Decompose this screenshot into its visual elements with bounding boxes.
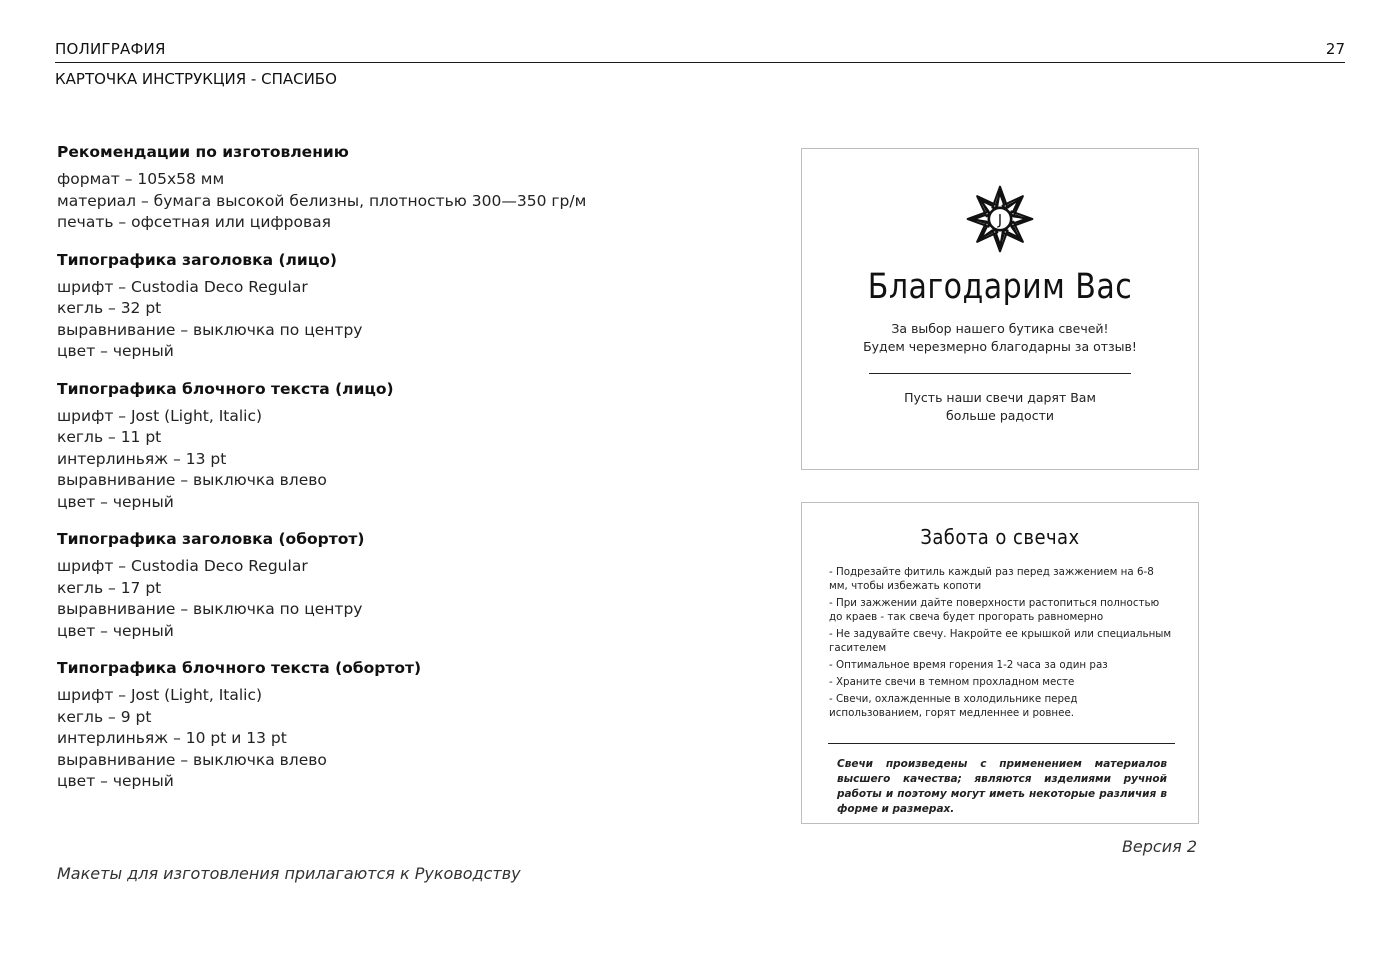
candle-care-list (829, 565, 1172, 723)
version-label: Версия 2 (1121, 837, 1197, 856)
card-front-line: Будем черезмерно благодарны за отзыв! (863, 339, 1137, 354)
spec-line: цвет – черный (57, 342, 174, 360)
header-divider (55, 62, 1345, 63)
spec-line: шрифт – Jost (Light, Italic) (57, 406, 263, 425)
spec-block (57, 380, 757, 514)
spec-title: Типографика заголовка (обортот) (57, 530, 365, 548)
spec-line: выравнивание – выключка по центру (57, 320, 363, 339)
spec-line: кегль – 32 pt (57, 299, 162, 317)
spec-block (57, 251, 757, 363)
logo-letter: J (997, 212, 1003, 229)
card-front-line: больше радости (946, 408, 1054, 423)
spec-line: цвет – черный (57, 492, 174, 511)
spec-line: кегль – 9 pt (57, 707, 152, 726)
spec-line: цвет – черный (57, 621, 174, 640)
spec-line: цвет – черный (57, 772, 174, 790)
spec-title: Типографика блочного текста (лицо) (57, 379, 394, 398)
spec-line: выравнивание – выключка влево (57, 471, 327, 489)
specifications (57, 143, 757, 810)
candle-care-item: - Подрезайте фитиль каждый раз перед зажжением на 6-8 мм, чтобы избежать копоти (829, 566, 1154, 592)
page-subtitle: КАРТОЧКА ИНСТРУКЦИЯ - СПАСИБО (55, 70, 337, 88)
card-front-line: За выбор нашего бутика свечей! (891, 321, 1109, 336)
card-front-title: Благодарим Вас (867, 267, 1133, 307)
spec-line: формат – 105х58 мм (57, 170, 225, 188)
section-title: ПОЛИГРАФИЯ (55, 40, 166, 58)
spec-line: кегль – 17 pt (57, 578, 162, 597)
card-back-divider (828, 743, 1175, 744)
spec-line: выравнивание – выключка по центру (57, 600, 363, 618)
card-front-mockup (801, 148, 1199, 470)
card-back-mockup (801, 502, 1199, 824)
geometric-flower-logo-icon (962, 181, 1038, 257)
candle-care-item: - Оптимальное время горения 1-2 часа за один раз (829, 659, 1108, 671)
candle-care-item: - Свечи, охлажденные в холодильнике перед использованием, горят медленнее и ровнее. (829, 693, 1078, 719)
spec-line: печать – офсетная или цифровая (57, 213, 331, 231)
candle-care-item: - При зажжении дайте поверхности растопиться полностью до краев - так свеча будет прогорать равномерно (829, 597, 1160, 623)
page-number: 27 (1325, 40, 1345, 58)
spec-line: кегль – 11 pt (57, 428, 162, 446)
spec-line: выравнивание – выключка влево (57, 750, 327, 769)
candle-care-item: - Не задувайте свечу. Накройте ее крышкой или специальным гасителем (829, 628, 1172, 654)
spec-block (57, 530, 757, 642)
spec-title: Типографика блочного текста (обортот) (57, 659, 422, 677)
spec-line: интерлиньяж – 13 pt (57, 449, 227, 468)
footnote: Макеты для изготовления прилагаются к Руководству (57, 864, 521, 883)
spec-title: Рекомендации по изготовлению (57, 143, 349, 161)
spec-block (57, 659, 757, 793)
spec-line: шрифт – Custodia Deco Regular (57, 557, 308, 575)
candle-care-item: - Храните свечи в темном прохладном месте (829, 676, 1075, 688)
spec-block (57, 143, 757, 234)
card-front-divider (869, 373, 1131, 374)
card-front-line: Пусть наши свечи дарят Вам (904, 390, 1096, 405)
spec-line: шрифт – Custodia Deco Regular (57, 277, 308, 296)
spec-line: материал – бумага высокой белизны, плотностью 300—350 гр/м (57, 191, 587, 210)
card-front-wish (802, 389, 1198, 425)
spec-line: шрифт – Jost (Light, Italic) (57, 686, 263, 704)
card-back-title: Забота о свечах (920, 525, 1080, 549)
card-back-note: Свечи произведены с применением материалов высшего качества; являются изделиями ручной работы и поэтому могут иметь некоторые различия в форме и размерах. (837, 758, 1167, 815)
spec-line: интерлиньяж – 10 pt и 13 pt (57, 729, 287, 747)
card-front-text (802, 320, 1198, 356)
spec-title: Типографика заголовка (лицо) (57, 250, 337, 269)
